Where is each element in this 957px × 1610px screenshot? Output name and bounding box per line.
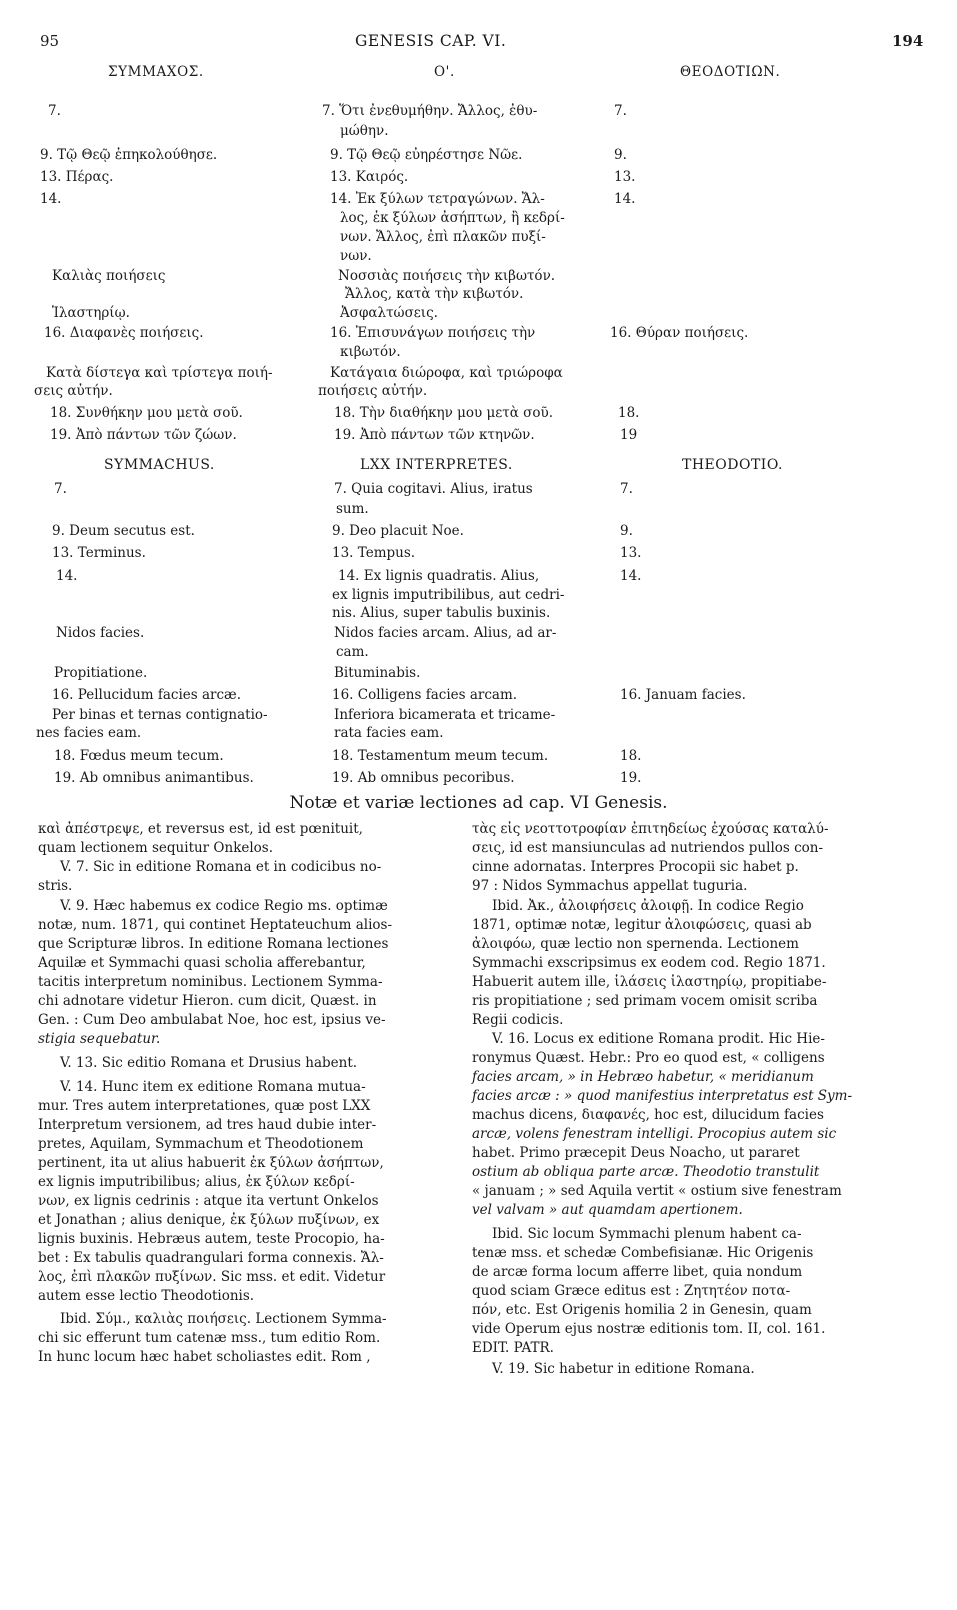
note-line: Regii codicis. — [472, 1012, 564, 1028]
note-line: quod sciam Græce editus est : Ζητητέον ποτα- — [472, 1283, 791, 1299]
note-line: ris propitiatione ; sed primam vocem omisit scriba — [472, 993, 818, 1009]
latin-header-theodotion: THEODOTIO. — [682, 457, 783, 473]
note-line: V. 7. Sic in editione Romana et in codicibus no- — [60, 859, 382, 875]
note-line: pertinent, ita ut alius habuerit ἐκ ξύλων ἀσήπτων, — [38, 1155, 384, 1171]
note-line: V. 9. Hæc habemus ex codice Regio ms. optimæ — [60, 898, 388, 914]
note-line: notæ, num. 1871, qui continet Heptateuchum alios- — [38, 917, 393, 933]
note-line: V. 14. Hunc item ex editione Romana mutua- — [60, 1079, 366, 1095]
note-line: Interpretum versionem, ad tres haud dubie inter- — [38, 1117, 377, 1133]
note-line: πόν, etc. Est Origenis homilia 2 in Genesin, quam — [472, 1302, 812, 1318]
note-line: ronymus Quæst. Hebr.: Pro eo quod est, « colligens — [472, 1050, 825, 1066]
note-line: Gen. : Cum Deo ambulabat Noe, hoc est, ipsius ve- — [38, 1012, 386, 1028]
note-line: Ibid. Σύμ., καλιὰς ποιήσεις. Lectionem Symma- — [60, 1311, 387, 1327]
page-number-left: 95 — [40, 32, 60, 50]
note-line: V. 19. Sic habetur in editione Romana. — [492, 1361, 755, 1377]
note-line: καὶ ἀπέστρεψε, et reversus est, id est pœnituit, — [38, 821, 363, 837]
note-line: V. 16. Locus ex editione Romana prodit. Hic Hie- — [492, 1031, 825, 1047]
greek-header-theodotion: ΘΕΟΔΟΤΙΩΝ. — [680, 64, 781, 80]
note-line: de arcæ forma locum afferre libet, quia nondum — [472, 1264, 803, 1280]
running-title: GENESIS CAP. VI. — [355, 32, 507, 50]
note-line: chi sic efferunt tum catenæ mss., tum editio Rom. — [38, 1330, 381, 1346]
note-line: tacitis interpretum nominibus. Lectionem Symma- — [38, 974, 383, 990]
latin-header-symmachus: SYMMACHUS. — [104, 457, 215, 473]
note-line: quam lectionem sequitur Onkelos. — [38, 840, 274, 856]
greek-header-lxx: Ο'. — [434, 64, 455, 80]
note-line: ex lignis imputribilibus; alius, ἐκ ξύλων κεδρί- — [38, 1174, 355, 1190]
note-line: facies arcæ : » quod manifestius interpretatus est Sym- — [472, 1088, 853, 1104]
note-line: Aquilæ et Symmachi quasi scholia afferebantur, — [38, 955, 366, 971]
latin-header-lxx: LXX INTERPRETES. — [360, 457, 513, 473]
note-line: Ibid. Ἀκ., ἀλοιφήσεις ἀλοιφῇ. In codice Regio — [492, 898, 804, 914]
note-line: vide Operum ejus nostræ editionis tom. II, col. 161. — [472, 1321, 826, 1337]
note-line: EDIT. PATR. — [472, 1340, 554, 1356]
note-line: et Jonathan ; alius denique, ἐκ ξύλων πυξίνων, ex — [38, 1212, 380, 1228]
page-number-right: 194 — [892, 32, 924, 50]
note-line: Ibid. Sic locum Symmachi plenum habent ca- — [492, 1226, 802, 1242]
note-line: cinne adornatas. Interpres Procopii sic habet p. — [472, 859, 799, 875]
note-line: In hunc locum hæc habet scholiastes edit. Rom , — [38, 1349, 371, 1365]
note-line: autem esse lectio Theodotionis. — [38, 1288, 255, 1304]
note-line: stigia sequebatur. — [38, 1031, 161, 1047]
note-line: V. 13. Sic editio Romana et Drusius habent. — [60, 1055, 358, 1071]
note-line: λος, ἐπὶ πλακῶν πυξίνων. Sic mss. et edit. Videtur — [38, 1269, 386, 1285]
note-line: arcæ, volens fenestram intelligi. Procopius autem sic — [472, 1126, 837, 1142]
greek-header-symmachus: ΣΥΜΜΑΧΟΣ. — [108, 64, 204, 80]
note-line: mur. Tres autem interpretationes, quæ post LXX — [38, 1098, 371, 1114]
note-line: Symmachi exscripsimus ex eodem cod. Regio 1871. — [472, 955, 826, 971]
note-line: facies arcam, » in Hebræo habetur, « meridianum — [472, 1069, 814, 1085]
note-line: « januam ; » sed Aquila vertit « ostium sive fenestram — [472, 1183, 842, 1199]
note-line: stris. — [38, 878, 73, 894]
note-line: pretes, Aquilam, Symmachum et Theodotionem — [38, 1136, 364, 1152]
note-line: que Scripturæ libros. In editione Romana lectiones — [38, 936, 389, 952]
note-line: σεις, id est mansiunculas ad nutriendos pullos con- — [472, 840, 824, 856]
note-line: ostium ab obliqua parte arcæ. Theodotio transtulit — [472, 1164, 820, 1180]
note-line: 1871, optimæ notæ, legitur ἀλοιφώσεις, quasi ab — [472, 917, 812, 933]
notes-title: Notæ et variæ lectiones ad cap. VI Genesis. — [289, 793, 668, 813]
note-line: machus dicens, διαφανές, hoc est, dilucidum facies — [472, 1107, 824, 1123]
note-line: habet. Primo præcepit Deus Noacho, ut pararet — [472, 1145, 800, 1161]
note-line: 97 : Nidos Symmachus appellat tuguria. — [472, 878, 748, 894]
note-line: lignis buxinis. Hebræus autem, teste Procopio, ha- — [38, 1231, 385, 1247]
note-line: chi adnotare videtur Hieron. cum dicit, Quæst. in — [38, 993, 377, 1009]
note-line: νων, ex lignis cedrinis : atque ita vertunt Onkelos — [38, 1193, 379, 1209]
note-line: bet : Ex tabulis quadrangulari forma connexis. Ἄλ- — [38, 1250, 384, 1266]
book-page: 95 GENESIS CAP. VI. 194 ΣΥΜΜΑΧΟΣ. Ο'. ΘΕΟΔΟΤΙΩΝ. 7. 7. Ὅτι ἐνεθυμήθην. Ἄλλος, ἐθυ- 7. μώθην. 9. Τῷ Θεῷ ἐπηκολούθησε. 9. Τῷ Θεῷ εὐηρέστησε Νῶε. 9. 13. Πέρας. 13. Καιρός. 13. 14. 14. Ἐκ ξύλων τετραγώνων. Ἄλ- 14. λος, ἐκ ξύλων ἀσήπτων, ἢ κεδρί- νων. Ἄλλος, ἐπὶ πλακῶν πυξί- νων. Καλιὰς ποιήσεις Νοσσιὰς ποιήσεις τὴν κιβωτόν. Ἄλλος, κατὰ τὴν κιβωτόν. Ἱλαστηρίῳ. Ἀσφαλτώσεις. 16. Διαφανὲς ποιήσεις. 16. Ἐπισυνάγων ποιήσεις τὴν 16. Θύραν ποιήσεις. κιβωτόν. Κατὰ δίστεγα καὶ τρίστεγα ποιή- Κατάγαια διώροφα, καὶ τριώροφα σεις αὐτήν. ποιήσεις αὐτήν. 18. Συνθήκην μου μετὰ σοῦ. 18. Τὴν διαθήκην μου μετὰ σοῦ. 18. 19. Ἀπὸ πάντων τῶν ζώων. 19. Ἀπὸ πάντων τῶν κτηνῶν. 19 SYMMACHUS. LXX INTERPRETES. THEODOTIO. 7. 7. Quia cogitavi. Alius, iratus 7. sum. 9. Deum secutus est. 9. Deo placuit Noe. 9. 13. Terminus. 13. Tempus. 13. 14. 14. Ex lignis quadratis. Alius, 14. ex lignis imputribilibus, aut cedri- nis. Alius, super tabulis buxinis. Nidos facies. Nidos facies arcam. Alius, ad ar- cam. Propitiatione. Bituminabis. 16. Pellucidum facies arcæ. 16. Colligens facies arcam. 16. Januam facies. Per binas et ternas contignatio- Inferiora bicamerata et tricame- nes facies eam. rata facies eam. 18. Fœdus meum tecum. 18. Testamentum meum tecum. 18. 19. Ab omnibus animantibus. 19. Ab omnibus pecoribus. 19. Notæ et variæ lectiones ad cap. VI Genesis. καὶ ἀπέστρεψε, et reversus est, id est pœnituit, quam lectionem sequitur Onkelos. V. 7. Sic in editione Romana et in codicibus no- stris. V. 9. Hæc habemus ex codice Regio ms. optimæ notæ, num. 1871, qui continet Heptateuchum alios- que Scripturæ libros. In editione Romana lectiones Aquilæ et Symmachi quasi scholia afferebantur, tacitis interpretum nominibus. Lectionem Symma- chi adnotare videtur Hieron. cum dicit, Quæst. in Gen. : Cum Deo ambulabat Noe, hoc est, ipsius ve- stigia sequebatur. V. 13. Sic editio Romana et Drusius habent. V. 14. Hunc item ex editione Romana mutua- mur. Tres autem interpretationes, quæ post LXX Interpretum versionem, ad tres haud dubie inter- pretes, Aquilam, Symmachum et Theodotionem pertinent, ita ut alius habuerit ἐκ ξύλων ἀσήπτων, ex lignis imputribilibus; alius, ἐκ ξύλων κεδρί- νων, ex lignis cedrinis : atque ita vertunt Onkelos et Jonathan ; alius denique, ἐκ ξύλων πυξίνων, ex lignis buxinis. Hebræus autem, teste Procopio, ha- bet : Ex tabulis quadrangulari forma connexis. Ἄλ- λος, ἐπὶ πλακῶν πυξίνων. Sic mss. et edit. Videtur autem esse lectio Theodotionis. Ibid. Σύμ., καλιὰς ποιήσεις. Lectionem Symma- chi sic efferunt tum catenæ mss., tum editio Rom. In hunc locum hæc habet scholiastes edit. Rom , τὰς εἰς νεοττοτροφίαν ἐπιτηδείως ἐχούσας καταλύ- σεις, id est mansiunculas ad nutriendos pullos con- cinne adornatas. Interpres Procopii sic habet p. 97 : Nidos Symmachus appellat tuguria. Ibid. Ἀκ., ἀλοιφήσεις ἀλοιφῇ. In codice Regio 1871, optimæ notæ, legitur ἀλοιφώσεις, quasi ab ἀλοιφόω, quæ lectio non spernenda. Lectionem Symmachi exscripsimus ex eodem cod. Regio 1871. Habuerit autem ille, ἱλάσεις ἱλαστηρίῳ, propitiabe- ris propitiatione ; sed primam vocem omisit scriba Regii codicis. V. 16. Locus ex editione Romana prodit. Hic Hie- ronymus Quæst. Hebr.: Pro eo quod est, « colligens facies arcam, » in Hebræo habetur, « meridianum facies arcæ : » quod manifestius interpretatus est Sym- machus dicens, διαφανές, hoc est, dilucidum facies arcæ, volens fenestram intelligi. Procopius autem sic habet. Primo præcepit Deus Noacho, ut pararet ostium ab obliqua parte arcæ. Theodotio transtulit « januam ; » sed Aquila vertit « ostium sive fenestram vel valvam » aut quamdam apertionem. Ibid. Sic locum Symmachi plenum habent ca- tenæ mss. et schedæ Combefisianæ. Hic Origenis de arcæ forma locum afferre libet, quia nondum quod sciam Græce editus est : Ζητητέον ποτα- πόν, etc. Est Origenis homilia 2 in Genesin, quam vide Operum ejus nostræ editionis tom. II, col. 161. EDIT. PATR. V. 19. Sic habetur in editione Romana. — [0, 0, 957, 1610]
note-line: tenæ mss. et schedæ Combefisianæ. Hic Origenis — [472, 1245, 814, 1261]
note-line: vel valvam » aut quamdam apertionem. — [472, 1202, 743, 1218]
note-line: τὰς εἰς νεοττοτροφίαν ἐπιτηδείως ἐχούσας καταλύ- — [472, 821, 829, 837]
note-line: ἀλοιφόω, quæ lectio non spernenda. Lectionem — [472, 936, 799, 952]
note-line: Habuerit autem ille, ἱλάσεις ἱλαστηρίῳ, propitiabe- — [472, 974, 827, 990]
